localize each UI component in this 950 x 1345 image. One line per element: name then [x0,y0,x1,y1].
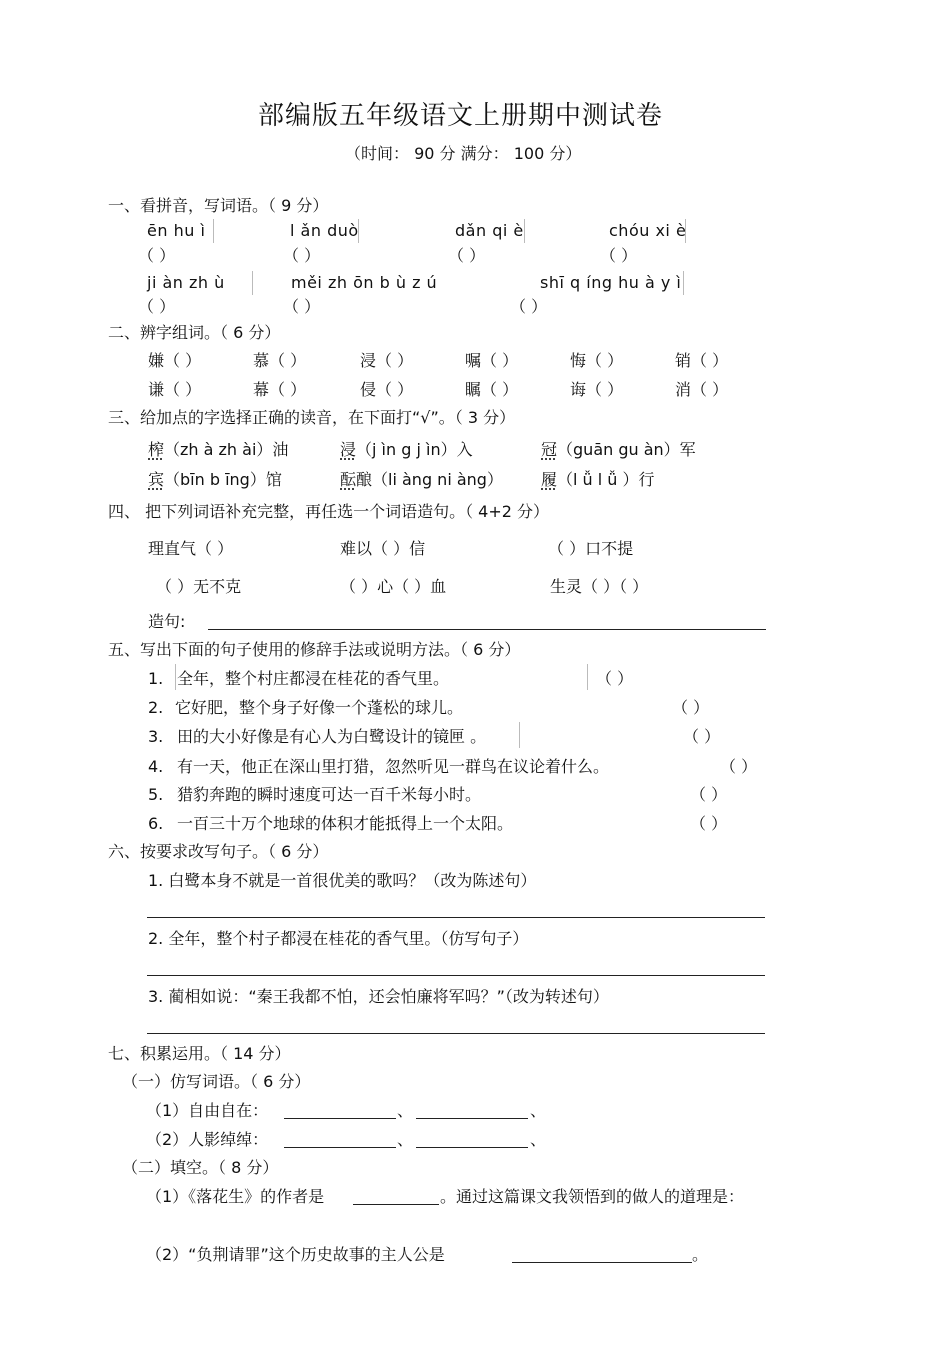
answer-line[interactable] [284,1118,396,1119]
reading-options: （j ìn g j ìn）入 [356,440,473,459]
dotted-char: 冠 [541,440,558,459]
item-number: 4. [148,757,164,776]
pinyin-item: shī q íng hu à y ì [540,273,682,292]
page-subtitle: （时间： 90 分 满分： 100 分） [345,144,582,163]
dotted-char: 宾 [148,470,165,489]
section-3-heading: 三、给加点的字选择正确的读音，在下面打“√”。（ 3 分） [108,408,516,427]
char-pair[interactable]: 嫌（ ） [148,351,202,370]
fill-question-end: 。 [692,1245,709,1264]
item-number: 5. [148,785,164,804]
answer-line[interactable] [512,1262,692,1263]
reading-choice[interactable] [340,442,473,458]
pinyin-item: l ǎn duò [290,221,359,240]
ruler-mark [175,664,176,690]
reading-choice[interactable] [541,442,696,458]
answer-blank[interactable]: （ ） [138,246,176,265]
section-2-heading: 二、辨字组词。（ 6 分） [108,323,281,342]
pinyin-item: ēn hu ì [147,221,206,240]
make-sentence-label: 造句: [148,612,186,631]
rewrite-question: 1. 白鹭本身不就是一首很优美的歌吗？（改为陈述句） [148,871,537,890]
answer-blank[interactable]: （ ） [600,246,638,265]
rhetoric-sentence: 全年，整个村庄都浸在桂花的香气里。 [177,669,450,688]
answer-blank[interactable]: （ ） [690,814,728,833]
ruler-mark [358,219,359,243]
fill-question: 。通过这篇课文我领悟到的做人的道理是： [440,1187,745,1206]
pinyin-item: měi zh ōn b ù z ú [291,273,438,292]
char-pair[interactable]: 谦（ ） [148,380,202,399]
char-pair[interactable]: 诲（ ） [570,380,624,399]
rhetoric-sentence: 猎豹奔跑的瞬时速度可达一百千米每小时。 [177,785,482,804]
ruler-mark [519,722,520,748]
subsection-title: （二）填空。（ 8 分） [122,1158,279,1177]
answer-blank[interactable]: （ ） [283,246,321,265]
ruler-mark [587,664,588,690]
dotted-char: 履 [541,470,558,489]
char-pair[interactable]: 消（ ） [675,380,729,399]
ruler-mark [252,271,253,295]
reading-options: （guān gu àn）军 [557,440,696,459]
reading-choice[interactable] [340,472,503,488]
rhetoric-sentence: 它好肥，整个身子好像一个蓬松的球儿。 [175,698,464,717]
item-number: 1. [148,669,164,688]
answer-blank[interactable]: （ ） [683,727,721,746]
answer-line[interactable] [416,1147,528,1148]
separator: 、 [530,1130,547,1149]
section-7-heading: 七、积累运用。（ 14 分） [108,1044,291,1063]
answer-blank[interactable]: （ ） [448,246,486,265]
ruler-mark [213,219,214,243]
answer-blank[interactable]: （ ） [510,297,548,316]
section-1-heading: 一、看拼音，写词语。（ 9 分） [108,196,329,215]
dotted-char: 榨 [148,440,165,459]
word-prompt: （2）人影绰绰： [146,1130,269,1149]
char-pair[interactable]: 浸（ ） [360,351,414,370]
pinyin-item: chóu xi è [609,221,687,240]
dotted-char: 酝 [340,470,357,489]
dotted-char: 浸 [340,440,357,459]
section-5-heading: 五、写出下面的句子使用的修辞手法或说明方法。（ 6 分） [108,640,521,659]
answer-line[interactable] [353,1204,439,1205]
idiom-blank[interactable]: 难以（ ）信 [340,539,426,558]
answer-line[interactable] [147,975,765,976]
char-pair[interactable]: 幕（ ） [253,380,307,399]
idiom-blank[interactable]: 理直气（ ） [148,539,234,558]
answer-blank[interactable]: （ ） [138,297,176,316]
section-4-heading: 四、 把下列词语补充完整，再任选一个词语造句。（ 4+2 分） [108,502,550,521]
answer-line[interactable] [284,1147,396,1148]
idiom-blank[interactable]: 生灵（ ）（ ） [550,577,649,596]
fill-question: （1）《落花生》的作者是 [146,1187,325,1206]
separator: 、 [397,1130,414,1149]
answer-blank[interactable]: （ ） [283,297,321,316]
rhetoric-sentence: 有一天，他正在深山里打猎，忽然听见一群鸟在议论着什么。 [177,757,610,776]
item-number: 2. [148,698,164,717]
answer-blank[interactable]: （ ） [720,757,758,776]
answer-line[interactable] [208,629,766,630]
idiom-blank[interactable]: （ ）无不克 [156,577,242,596]
answer-blank[interactable]: （ ） [672,698,710,717]
subsection-title: （一）仿写词语。（ 6 分） [122,1072,311,1091]
char-pair[interactable]: 慕（ ） [253,351,307,370]
pinyin-item: dǎn qi è [455,221,524,240]
answer-line[interactable] [416,1118,528,1119]
reading-choice[interactable] [148,472,282,488]
rhetoric-sentence: 一百三十万个地球的体积才能抵得上一个太阳。 [177,814,514,833]
char-pair[interactable]: 瞩（ ） [465,380,519,399]
answer-blank[interactable]: （ ） [596,669,634,688]
item-number: 6. [148,814,164,833]
char-pair[interactable]: 侵（ ） [360,380,414,399]
reading-options: （l ǚ l ǚ ）行 [557,470,655,489]
char-pair[interactable]: 悔（ ） [570,351,624,370]
ruler-mark [524,219,525,243]
answer-line[interactable] [147,1033,765,1034]
rewrite-question: 2. 全年，整个村子都浸在桂花的香气里。（仿写句子） [148,929,529,948]
separator: 、 [397,1101,414,1120]
reading-options: （bīn b īng）馆 [164,470,282,489]
rewrite-question: 3. 蔺相如说：“秦王我都不怕，还会怕廉将军吗？”（改为转述句） [148,987,609,1006]
ruler-mark [683,271,684,295]
reading-choice[interactable] [541,472,655,488]
item-number: 3. [148,727,164,746]
answer-blank[interactable]: （ ） [690,785,728,804]
idiom-blank[interactable]: （ ）口不提 [548,539,634,558]
page-title: 部编版五年级语文上册期中测试卷 [258,101,664,131]
pinyin-item: ji àn zh ù [147,273,225,292]
section-6-heading: 六、按要求改写句子。（ 6 分） [108,842,329,861]
ruler-mark [685,219,686,243]
reading-options: 酿（li àng ni àng） [356,470,503,489]
word-prompt: （1）自由自在： [146,1101,269,1120]
idiom-blank[interactable]: （ ）心（ ）血 [340,577,447,596]
rhetoric-sentence: 田的大小好像是有心人为白鹭设计的镜匣 。 [177,727,487,746]
fill-question: （2）“负荆请罪”这个历史故事的主人公是 [146,1245,445,1264]
reading-options: （zh à zh ài）油 [164,440,289,459]
answer-line[interactable] [147,917,765,918]
char-pair[interactable]: 嘱（ ） [465,351,519,370]
reading-choice[interactable] [148,442,288,458]
char-pair[interactable]: 销（ ） [675,351,729,370]
separator: 、 [530,1101,547,1120]
